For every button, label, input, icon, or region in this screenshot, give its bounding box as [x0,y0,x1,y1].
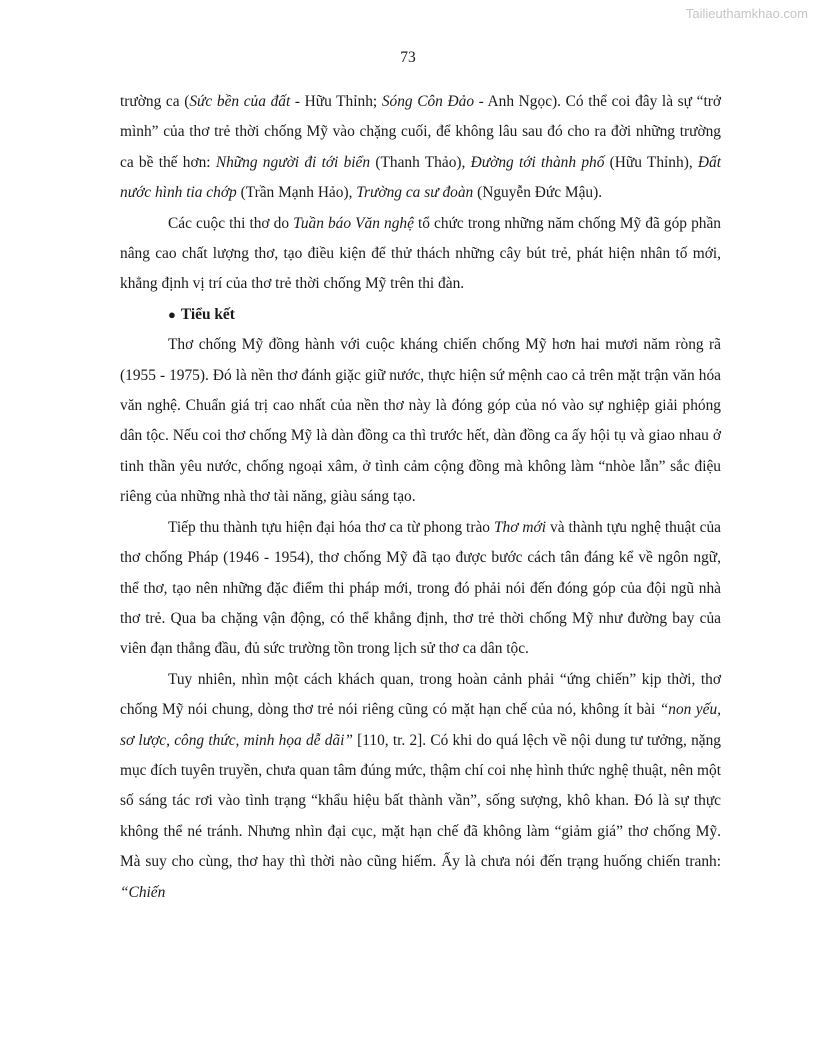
text-run: - Hữu Thỉnh; [290,93,382,110]
text-run: (Trần Mạnh Hảo), [236,184,357,202]
italic-title: Đất nước hình tia chớp [120,153,722,202]
text-run: trường ca ( [120,93,190,110]
text-run: Các cuộc thi thơ do [168,214,294,232]
italic-title: Tuần báo Văn nghệ [293,214,414,232]
text-run: (Thanh Thảo), [370,153,471,171]
italic-quote: “non yếu, sơ lược, công thức, minh họa dễ dãi” [120,701,721,749]
watermark: Tailieuthamkhao.com [685,6,808,21]
bullet-icon: ● [168,306,176,322]
text-run: (Hữu Thỉnh), [604,153,698,171]
paragraph-1 [120,87,721,209]
heading-text: Tiểu kết [180,305,235,323]
italic-title: Sức bền của đất [189,93,291,110]
italic-title: Những người đi tới biển [215,153,371,171]
paragraph-2 [120,209,721,300]
text-run: Thơ chống Mỹ đồng hành với cuộc kháng chiến chống Mỹ hơn hai mươi năm ròng rã (1955 - 1975). Đó là nền thơ đánh giặc giữ nước, thực hiện sứ mệnh cao cả trên mặt trận văn hóa văn nghệ. Chuẩn giá trị cao nhất của nền thơ này là đóng góp của nó vào sự nghiệp giải phóng dân tộc. Nếu coi thơ chống Mỹ là dàn đồng ca thì trước hết, dàn đồng ca ấy hội tụ và giao nhau ở tinh thần yêu nước, chống ngoại xâm, ở tình cảm cộng đồng mà không làm “nhòe lẫn” sắc điệu riêng của những nhà thơ tài năng, giàu sáng tạo. [120,336,721,506]
italic-quote: “Chiến [120,883,166,901]
italic-title: Đường tới thành phố [470,153,605,171]
section-heading [120,300,721,330]
paragraph-3 [120,330,721,512]
paragraph-4 [120,513,721,665]
text-run: - Anh Ngọc). Có thể coi đây là sự “trở mình” của thơ trẻ thời chống Mỹ vào chặng cuối, để không lâu sau đó cho ra đời những trường ca bề thế hơn: [120,93,721,171]
text-run: tổ chức trong những năm chống Mỹ đã góp phần nâng cao chất lượng thơ, tạo điều kiện để thử thách những cây bút trẻ, phát hiện nhân tố mới, khẳng định vị trí của thơ trẻ thời chống Mỹ trên thi đàn. [120,214,721,293]
text-run: (Nguyễn Đức Mậu). [473,184,603,202]
text-run: [110, tr. 2]. Có khi do quá lệch về nội dung tư tưởng, nặng mục đích tuyên truyền, chưa quan tâm đúng mức, thậm chí coi nhẹ hình thức nghệ thuật, nên một số sáng tác rơi vào tình trạng “khẩu hiệu bất thành vần”, sống sượng, khô khan. Đó là sự thực không thể né tránh. Nhưng nhìn đại cục, mặt hạn chế đã không làm “giảm giá” thơ chống Mỹ. Mà suy cho cùng, thơ hay thì thời nào cũng hiếm. Ấy là chưa nói đến trạng huống chiến tranh: [120,731,721,871]
text-run: và thành tựu nghệ thuật của thơ chống Pháp (1946 - 1954), thơ chống Mỹ đã tạo được bước cách tân đáng kể về ngôn ngữ, thể thơ, tạo nên những đặc điểm thi pháp mới, trong đó phải nói đến đóng góp của đội ngũ nhà thơ trẻ. Qua ba chặng vận động, có thể khẳng định, thơ trẻ thời chống Mỹ như đường bay của viên đạn thẳng đầu, đủ sức trường tồn trong lịch sử thơ ca dân tộc. [120,518,721,658]
text-run: Tiếp thu thành tựu hiện đại hóa thơ ca từ phong trào [168,518,494,536]
page-number: 73 [400,49,416,66]
italic-title: Thơ mới [493,518,547,536]
paragraph-5 [120,665,721,908]
page-body [120,87,721,908]
text-run: Tuy nhiên, nhìn một cách khách quan, trong hoàn cảnh phải “ứng chiến” kịp thời, thơ chống Mỹ nói chung, dòng thơ trẻ nói riêng cũng có mặt hạn chế của nó, không ít bài [120,670,721,719]
italic-title: Trường ca sư đoàn [356,184,474,202]
italic-title: Sóng Côn Đảo [381,93,475,110]
